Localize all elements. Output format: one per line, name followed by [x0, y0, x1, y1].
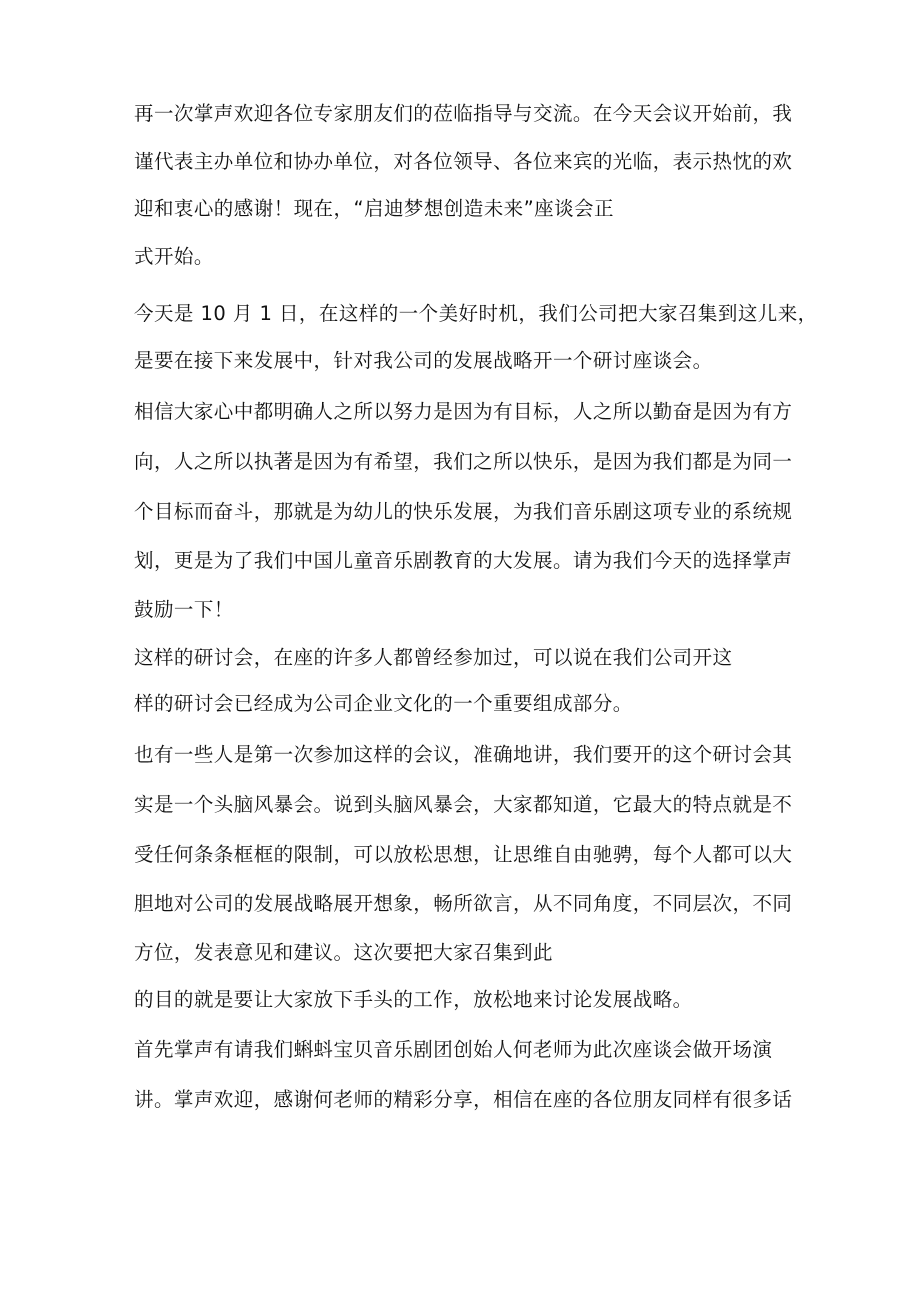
text-line: 迎和衷心的感谢！现在，“启迪梦想创造未来”座谈会正 [134, 197, 614, 220]
text-line: 个目标而奋斗，那就是为幼儿的快乐发展，为我们音乐剧这项专业的系统规 [134, 500, 793, 523]
text-line: 谨代表主办单位和协办单位，对各位领导、各位来宾的光临，表示热忱的欢 [134, 150, 793, 173]
text-line: 划，更是为了我们中国儿童音乐剧教育的大发展。请为我们今天的选择掌声 [134, 549, 793, 572]
text-line: 样的研讨会已经成为公司企业文化的一个重要组成部分。 [134, 692, 633, 715]
text-line: 讲。掌声欢迎，感谢何老师的精彩分享，相信在座的各位朋友同样有很多话 [134, 1088, 793, 1111]
text-line: 式开始。 [134, 245, 214, 268]
text-line: 再一次掌声欢迎各位专家朋友们的莅临指导与交流。在今天会议开始前，我 [134, 102, 793, 125]
text-line: 的目的就是要让大家放下手头的工作，放松地来讨论发展战略。 [134, 988, 693, 1011]
text-line: 这样的研讨会，在座的许多人都曾经参加过，可以说在我们公司开这 [134, 646, 733, 669]
text-line: 向，人之所以执著是因为有希望，我们之所以快乐，是因为我们都是为同一 [134, 450, 793, 473]
text-line: 实是一个头脑风暴会。说到头脑风暴会，大家都知道，它最大的特点就是不 [134, 793, 793, 816]
text-line: 相信大家心中都明确人之所以努力是因为有目标，人之所以勤奋是因为有方 [134, 400, 793, 423]
text-line: 鼓励一下！ [134, 598, 234, 621]
text-line: 受任何条条框框的限制，可以放松思想，让思维自由驰骋，每个人都可以大 [134, 843, 793, 866]
text-line: 胆地对公司的发展战略展开想象，畅所欲言，从不同角度，不同层次，不同 [134, 892, 793, 915]
text-line: 今天是 10 月 1 日，在这样的一个美好时机，我们公司把大家召集到这儿来， [134, 302, 818, 325]
text-line: 也有一些人是第一次参加这样的会议，准确地讲，我们要开的这个研讨会其 [134, 743, 793, 766]
text-line: 方位，发表意见和建议。这次要把大家召集到此 [134, 941, 553, 964]
text-line: 首先掌声有请我们蝌蚪宝贝音乐剧团创始人何老师为此次座谈会做开场演 [134, 1038, 773, 1061]
text-line: 是要在接下来发展中，针对我公司的发展战略开一个研讨座谈会。 [134, 349, 713, 372]
